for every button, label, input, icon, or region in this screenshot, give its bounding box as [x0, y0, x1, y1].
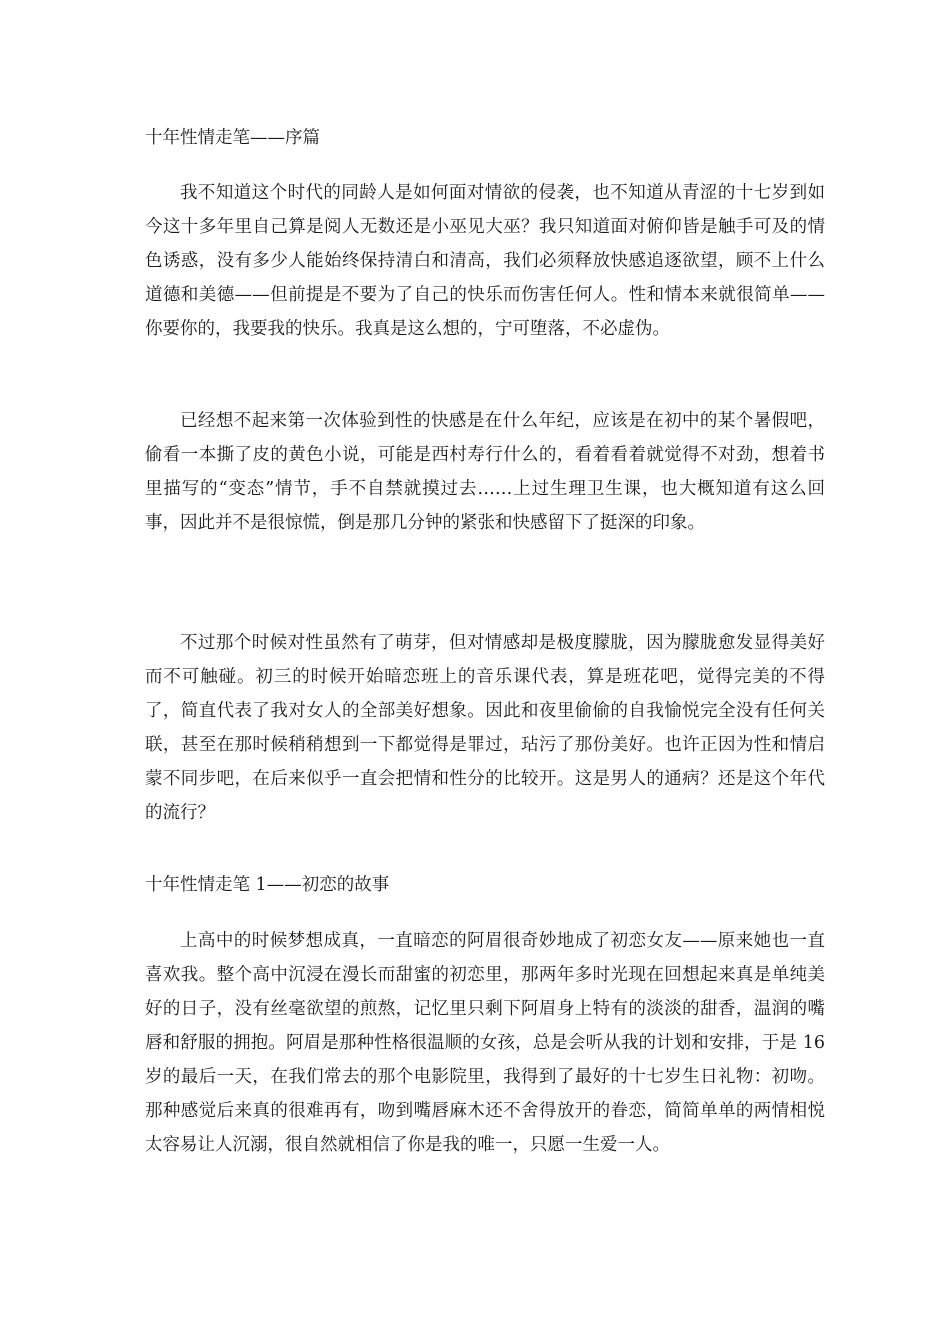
paragraph-2: 已经想不起来第一次体验到性的快感是在什么年纪，应该是在初中的某个暑假吧，偷看一本撕了皮的黄色小说，可能是西村寿行什么的，看着看着就觉得不对劲，想着书里描写的“变态”情节，手不自禁就摸过去……上过生理卫生课，也大概知道有这么回事，因此并不是很惊慌，倒是那几分钟的紧张和快感留下了挺深的印象。: [145, 411, 825, 533]
section-heading-preface: 十年性情走笔——序篇: [145, 128, 320, 148]
paragraph-4: 上高中的时候梦想成真，一直暗恋的阿眉很奇妙地成了初恋女友——原来她也一直喜欢我。整个高中沉浸在漫长而甜蜜的初恋里，那两年多时光现在回想起来真是单纯美好的日子，没有丝毫欲望的煎熬，记忆里只剩下阿眉身上特有的淡淡的甜香，温润的嘴唇和舒服的拥抱。阿眉是那种性格很温顺的女孩，总是会听从我的计划和安排，于是 16 岁的最后一天，在我们常去的那个电影院里，我得到了最好的十七岁生日礼物：初吻。那种感觉后来真的很难再有，吻到嘴唇麻木还不舍得放开的眷恋，简简单单的两情相悦太容易让人沉溺，很自然就相信了你是我的唯一，只愿一生爱一人。: [145, 931, 825, 1155]
paragraph-3: 不过那个时候对性虽然有了萌芽，但对情感却是极度朦胧，因为朦胧愈发显得美好而不可触碰。初三的时候开始暗恋班上的音乐课代表，算是班花吧，觉得完美的不得了，简直代表了我对女人的全部美好想象。因此和夜里偷偷的自我愉悦完全没有任何关联，甚至在那时候稍稍想到一下都觉得是罪过，玷污了那份美好。也许正因为性和情启蒙不同步吧，在后来似乎一直会把情和性分的比较开。这是男人的通病？还是这个年代的流行？: [145, 633, 825, 823]
section-heading-chapter-1: 十年性情走笔 1——初恋的故事: [145, 875, 390, 895]
paragraph-1: 我不知道这个时代的同龄人是如何面对情欲的侵袭，也不知道从青涩的十七岁到如今这十多年里自己算是阅人无数还是小巫见大巫？我只知道面对俯仰皆是触手可及的情色诱惑，没有多少人能始终保持清白和清高，我们必须释放快感追逐欲望，顾不上什么道德和美德——但前提是不要为了自己的快乐而伤害任何人。性和情本来就很简单——你要你的，我要我的快乐。我真是这么想的，宁可堕落，不必虚伪。: [145, 183, 825, 339]
